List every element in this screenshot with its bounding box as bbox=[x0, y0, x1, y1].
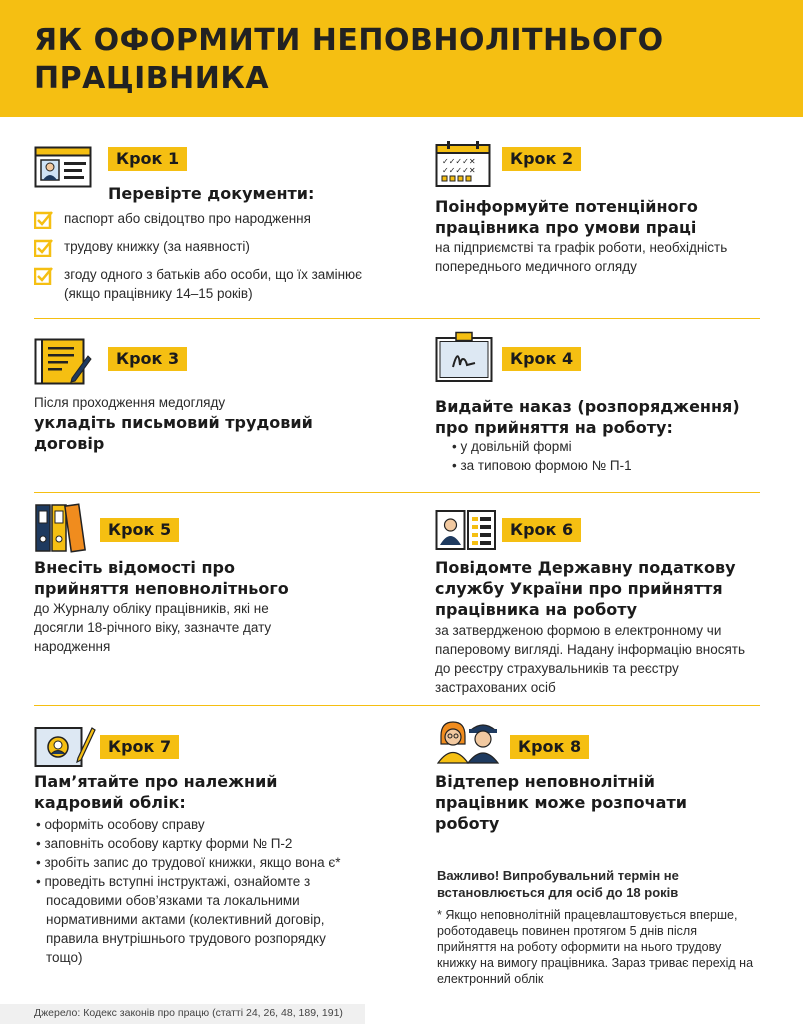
step-2-heading: Поінформуйте потенційного працівника про умови праці bbox=[435, 197, 698, 237]
list-item: • заповніть особову картку форми № П-2 bbox=[36, 836, 293, 851]
list-item: • проведіть вступні інструктажі, ознайомте з посадовими обов’язками та локальними нормативними актами (колективний договір, правила внутрішнього трудового розпорядку тощо) bbox=[36, 874, 326, 965]
checkbox-icon bbox=[34, 237, 54, 257]
divider bbox=[34, 318, 760, 319]
step-3-heading: укладіть письмовий трудовий договір bbox=[34, 413, 313, 453]
svg-text:✓✓✓✓✕: ✓✓✓✓✕ bbox=[442, 157, 476, 166]
step-7-heading: Пам’ятайте про належний кадровий облік: bbox=[34, 772, 278, 812]
checkbox-icon bbox=[34, 265, 54, 285]
workers-icon bbox=[435, 718, 501, 764]
step-1-badge: Крок 1 bbox=[108, 147, 187, 171]
step-3-badge: Крок 3 bbox=[108, 347, 187, 371]
calendar-icon bbox=[435, 140, 491, 188]
step-6-badge: Крок 6 bbox=[502, 518, 581, 542]
list-item: • зробіть запис до трудової книжки, якщо вона є* bbox=[36, 855, 341, 870]
step-8-note: * Якщо неповнолітній працевлаштовується вперше, роботодавець повинен протягом 5 днів після прийняття на роботу оформити на нього трудову книжку на вимогу працівника. Зараз триває перехід на електронний облік bbox=[437, 908, 754, 986]
step-7-badge: Крок 7 bbox=[100, 735, 179, 759]
divider bbox=[34, 705, 760, 706]
step-2-text: на підприємстві та графік роботи, необхідність попереднього медичного огляду bbox=[435, 240, 728, 274]
divider bbox=[34, 492, 760, 493]
step-5-heading: Внесіть відомості про прийняття неповнолітнього bbox=[34, 558, 289, 598]
binders-icon bbox=[34, 503, 90, 553]
list-item: • за типовою формою № П-1 bbox=[452, 458, 632, 473]
step-6-heading: Повідомте Державну податкову службу України про прийняття працівника на роботу bbox=[435, 558, 736, 619]
tax-document-icon bbox=[435, 509, 497, 551]
document-pen-icon bbox=[34, 338, 92, 386]
step-8-important: Важливо! Випробувальний термін не встановлюється для осіб до 18 років bbox=[437, 868, 679, 900]
list-item: • оформіть особову справу bbox=[36, 817, 205, 832]
step-5-text: до Журналу обліку працівників, які не досягли 18-річного віку, зазначте дату народження bbox=[34, 601, 272, 654]
page-title: ЯК ОФОРМИТИ НЕПОВНОЛІТНЬОГО ПРАЦІВНИКА bbox=[34, 23, 664, 96]
step-4-badge: Крок 4 bbox=[502, 347, 581, 371]
step-2-badge: Крок 2 bbox=[502, 147, 581, 171]
step-6-text: за затвердженою формою в електронному чи паперовому вигляді. Надану інформацію вносять до реєстру страхувальників та реєстру застрахованих осіб bbox=[435, 623, 746, 695]
source-footer bbox=[0, 1004, 365, 1024]
step-8-badge: Крок 8 bbox=[510, 735, 589, 759]
personnel-record-icon bbox=[34, 724, 96, 768]
step-3-intro: Після проходження медогляду bbox=[34, 395, 226, 410]
signed-order-icon bbox=[435, 331, 493, 383]
id-card-icon bbox=[34, 146, 92, 188]
step-7-list bbox=[34, 815, 364, 967]
source-text: Джерело: Кодекс законів про працю (статті 24, 26, 48, 189, 191) bbox=[34, 1007, 343, 1019]
list-item: • у довільній формі bbox=[452, 439, 572, 454]
step-8-heading: Відтепер неповнолітній працівник може розпочати роботу bbox=[435, 772, 687, 833]
header-banner bbox=[0, 0, 803, 117]
list-item: згоду одного з батьків або особи, що їх замінює (якщо працівнику 14–15 років) bbox=[34, 265, 379, 303]
step-4-list bbox=[450, 437, 750, 475]
svg-text:✓✓✓✓✕: ✓✓✓✓✕ bbox=[442, 166, 476, 175]
list-item: паспорт або свідоцтво про народження bbox=[34, 209, 379, 228]
step-4-heading: Видайте наказ (розпорядження) про прийняття на роботу: bbox=[435, 397, 740, 437]
list-item: трудову книжку (за наявності) bbox=[34, 237, 379, 256]
step-1-checklist bbox=[34, 209, 379, 312]
checkbox-icon bbox=[34, 209, 54, 229]
step-5-badge: Крок 5 bbox=[100, 518, 179, 542]
step-1-heading: Перевірте документи: bbox=[108, 184, 315, 203]
